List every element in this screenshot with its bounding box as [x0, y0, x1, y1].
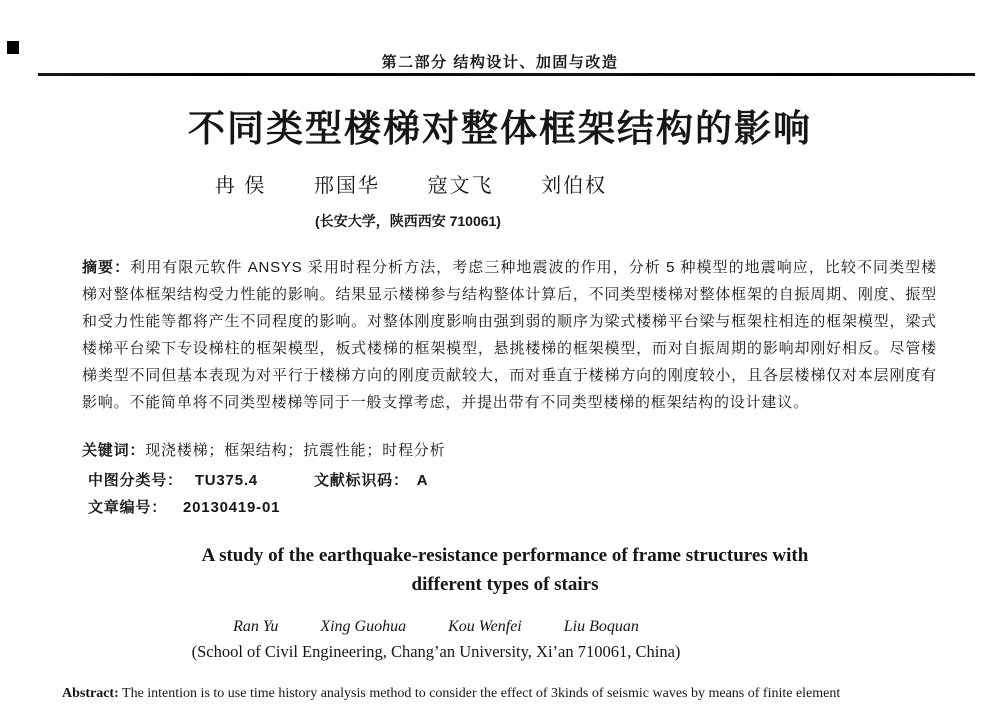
- article-number-line: [88, 496, 280, 517]
- affiliation-chinese: (长安大学，陕西西安 710061): [315, 213, 501, 229]
- author-name-english: Kou Wenfei: [448, 618, 522, 635]
- abstract-text-chinese: 利用有限元软件 ANSYS 采用时程分析方法，考虑三种地震波的作用，分析 5 种模型的地震响应，比较不同类型楼梯对整体框架结构受力性能的影响。结果显示楼梯参与结构整体计算后，不同类型楼梯对整体框架的自振周期、刚度、振型和受力性能等都将产生不同程度的影响。对整体刚度影响由强到弱的顺序为梁式楼梯平台梁与框架柱相连的框架模型，梁式楼梯平台梁下专设梯柱的框架模型，板式楼梯的框架模型，悬挑楼梯的框架模型，而对自振周期的影响却刚好相反。尽管楼梯类型不同但基本表现为对平行于楼梯方向的刚度贡献较大，而对垂直于楼梯方向的刚度较小，且各层楼梯仅对本层刚度有影响。不能简单将不同类型楼梯等同于一般支撑考虑，并提出带有不同类型楼梯的框架结构的设计建议。: [82, 259, 937, 411]
- paper-title-english: [0, 541, 1000, 599]
- author-list-english: [0, 618, 872, 636]
- paper-title-english-line1: A study of the earthquake-resistance performance of frame structures with: [201, 545, 809, 566]
- author-name-english: Xing Guohua: [320, 618, 407, 635]
- author-name: 邢国华: [314, 175, 380, 197]
- author-name-english: Liu Boquan: [563, 618, 639, 635]
- clc-label: 中图分类号：: [88, 472, 183, 489]
- author-name: 冉 俣: [214, 175, 267, 197]
- paper-title-chinese: 不同类型楼梯对整体框架结构的影响: [188, 108, 812, 149]
- keywords-text-chinese: 现浇楼梯；框架结构；抗震性能；时程分析: [145, 442, 446, 459]
- abstract-chinese: [82, 254, 937, 416]
- header-divider-rule: [38, 73, 975, 76]
- clc-value: TU375.4: [194, 472, 258, 489]
- abstract-text-english: The intention is to use time history analysis method to consider the effect of 3kinds of seismic waves by means of finite element: [122, 686, 841, 701]
- author-list-chinese: [0, 169, 822, 198]
- document-code-label: 文献标识码：: [313, 472, 409, 489]
- document-code-value: A: [416, 472, 429, 489]
- article-number-value: 20130419-01: [183, 499, 281, 516]
- keywords-line-chinese: [82, 439, 445, 460]
- clc-number-line: [88, 469, 428, 490]
- paper-title-english-line2: different types of stairs: [411, 574, 599, 595]
- article-number-label: 文章编号：: [88, 499, 168, 516]
- keywords-label-chinese: 关键词：: [82, 442, 146, 459]
- affiliation-english: (School of Civil Engineering, Chang’an University, Xi’an 710061, China): [191, 642, 681, 661]
- abstract-label-english: Abstract:: [62, 686, 119, 701]
- abstract-label-chinese: 摘要：: [82, 259, 131, 276]
- abstract-english: [62, 684, 952, 703]
- author-name-english: Ran Yu: [233, 618, 279, 635]
- journal-section-header: 第二部分 结构设计、加固与改造: [381, 54, 619, 71]
- author-name: 寇文飞: [427, 175, 494, 197]
- author-name: 刘伯权: [541, 175, 608, 197]
